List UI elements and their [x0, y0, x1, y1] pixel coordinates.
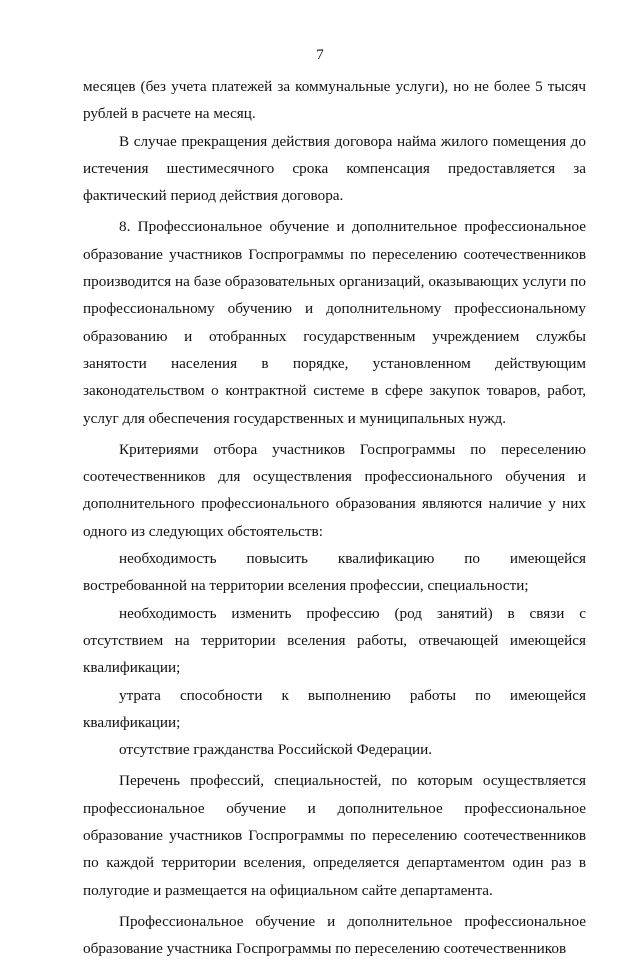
criterion-no-citizenship: отсутствие гражданства Российской Федерации. — [119, 741, 433, 759]
paragraph-rent-limit: месяцев (без учета платежей за коммунальные услуги), но не более 5 тысяч рублей в расчете на месяц. — [83, 78, 586, 123]
paragraph-selection-criteria: Критериями отбора участников Госпрограммы по переселению соотечественников для осуществления профессионального обучения и дополнительного профессионального образования являются наличие у них одного из следующих обстоятельств: — [83, 440, 586, 540]
criterion-profession-change: необходимость изменить профессию (род занятий) в связи с отсутствием на территории вселения работы, отвечающей имеющейся квалификации; — [83, 604, 586, 677]
document-body — [83, 73, 586, 963]
page-number: 7 — [316, 47, 324, 63]
paragraph-professions-list: Перечень профессий, специальностей, по которым осуществляется профессиональное обучение и дополнительное профессиональное образование участников Госпрограммы по переселению соотечественников по каждой территории вселения, определяется департаментом один раз в полугодие и размещается на официальном сайте департамента. — [83, 772, 586, 899]
criterion-qualification-upgrade: необходимость повысить квалификацию по имеющейся востребованной на территории вселения профессии, специальности; — [83, 550, 586, 595]
criterion-work-ability-loss: утрата способности к выполнению работы по имеющейся квалификации; — [83, 686, 586, 731]
paragraph-section-8-training: 8. Профессиональное обучение и дополнительное профессиональное образование участников Госпрограммы по переселению соотечественников производится на базе образовательных организаций, оказывающих услуги по профессиональному обучению и дополнительному профессиональному образованию и отобранных государственным учреждением службы занятости населения в порядке, установленном действующим законодательством о контрактной системе в сфере закупок товаров, работ, услуг для обеспечения государственных и муниципальных нужд. — [83, 218, 586, 427]
paragraph-contract-termination: В случае прекращения действия договора найма жилого помещения до истечения шестимесячного срока компенсация предоставляется за фактический период действия договора. — [83, 132, 586, 205]
paragraph-training-continued: Профессиональное обучение и дополнительное профессиональное образование участника Госпрограммы по переселению соотечественников — [83, 912, 586, 958]
